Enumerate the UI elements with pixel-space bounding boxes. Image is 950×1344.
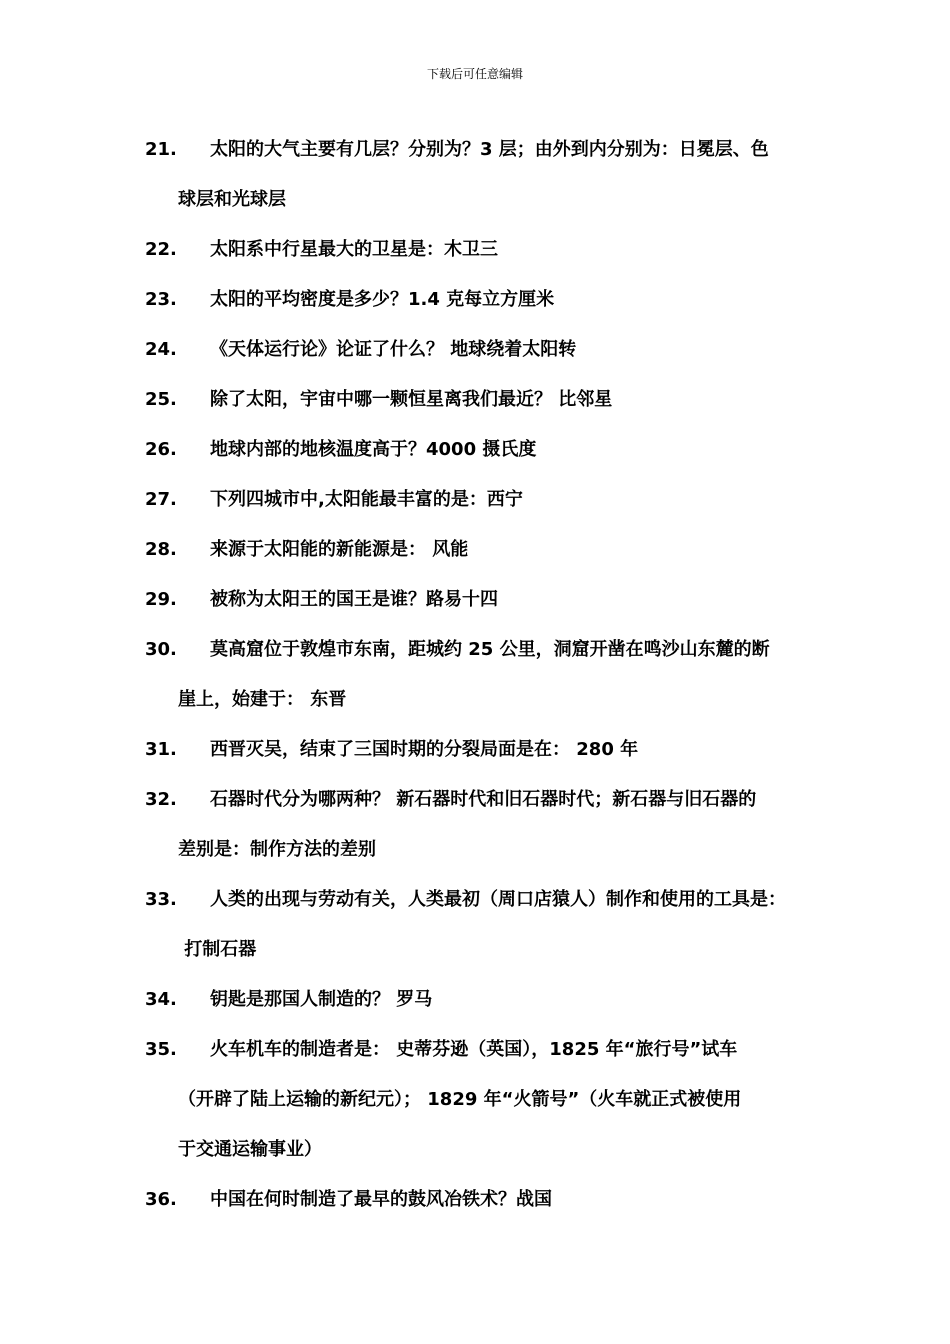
item-text: 打制石器 [178, 939, 257, 960]
item-text: 被称为太阳王的国王是谁？路易十四 [210, 589, 498, 610]
item-text: 石器时代分为哪两种？ 新石器时代和旧石器时代；新石器与旧石器的 [210, 789, 757, 810]
item-number: 25. [145, 389, 177, 410]
item-number: 24. [145, 339, 177, 360]
item-text: 《天体运行论》论证了什么？ 地球绕着太阳转 [210, 339, 577, 360]
item-number: 35. [145, 1039, 177, 1060]
item-text: 于交通运输事业） [178, 1139, 322, 1160]
item-number: 22. [145, 239, 177, 260]
item-number: 23. [145, 289, 177, 310]
item-text: （开辟了陆上运输的新纪元）； 1829 年“火箭号”（火车就正式被使用 [178, 1089, 742, 1110]
item-number: 34. [145, 989, 177, 1010]
item-text: 地球内部的地核温度高于？4000 摄氏度 [210, 439, 537, 460]
item-number: 21. [145, 139, 177, 160]
item-number: 31. [145, 739, 177, 760]
page-header: 下载后可任意编辑 [426, 67, 523, 81]
item-number: 30. [145, 639, 177, 660]
item-text: 钥匙是那国人制造的？ 罗马 [210, 989, 433, 1010]
item-text: 来源于太阳能的新能源是： 风能 [210, 539, 469, 560]
item-number: 32. [145, 789, 177, 810]
item-text: 球层和光球层 [178, 189, 286, 210]
item-text: 西晋灭吴，结束了三国时期的分裂局面是在： 280 年 [210, 739, 639, 760]
item-text: 除了太阳，宇宙中哪一颗恒星离我们最近？ 比邻星 [210, 389, 613, 410]
item-text: 太阳系中行星最大的卫星是：木卫三 [210, 239, 498, 260]
item-text: 莫高窟位于敦煌市东南，距城约 25 公里，洞窟开凿在鸣沙山东麓的断 [210, 639, 770, 660]
item-text: 崖上，始建于： 东晋 [178, 689, 347, 710]
item-text: 中国在何时制造了最早的鼓风冶铁术？战国 [210, 1189, 552, 1210]
item-text: 人类的出现与劳动有关，人类最初（周口店猿人）制作和使用的工具是： [210, 889, 786, 910]
item-number: 29. [145, 589, 177, 610]
item-text: 下列四城市中,太阳能最丰富的是：西宁 [210, 489, 523, 510]
item-number: 27. [145, 489, 177, 510]
item-text: 太阳的平均密度是多少？1.4 克每立方厘米 [210, 289, 555, 310]
item-number: 28. [145, 539, 177, 560]
item-number: 26. [145, 439, 177, 460]
item-text: 火车机车的制造者是： 史蒂芬逊（英国），1825 年“旅行号”试车 [210, 1039, 738, 1060]
item-number: 33. [145, 889, 177, 910]
item-text: 太阳的大气主要有几层？分别为？3 层；由外到内分别为：日冕层、色 [210, 139, 769, 160]
item-text: 差别是：制作方法的差别 [178, 839, 376, 860]
item-number: 36. [145, 1189, 177, 1210]
